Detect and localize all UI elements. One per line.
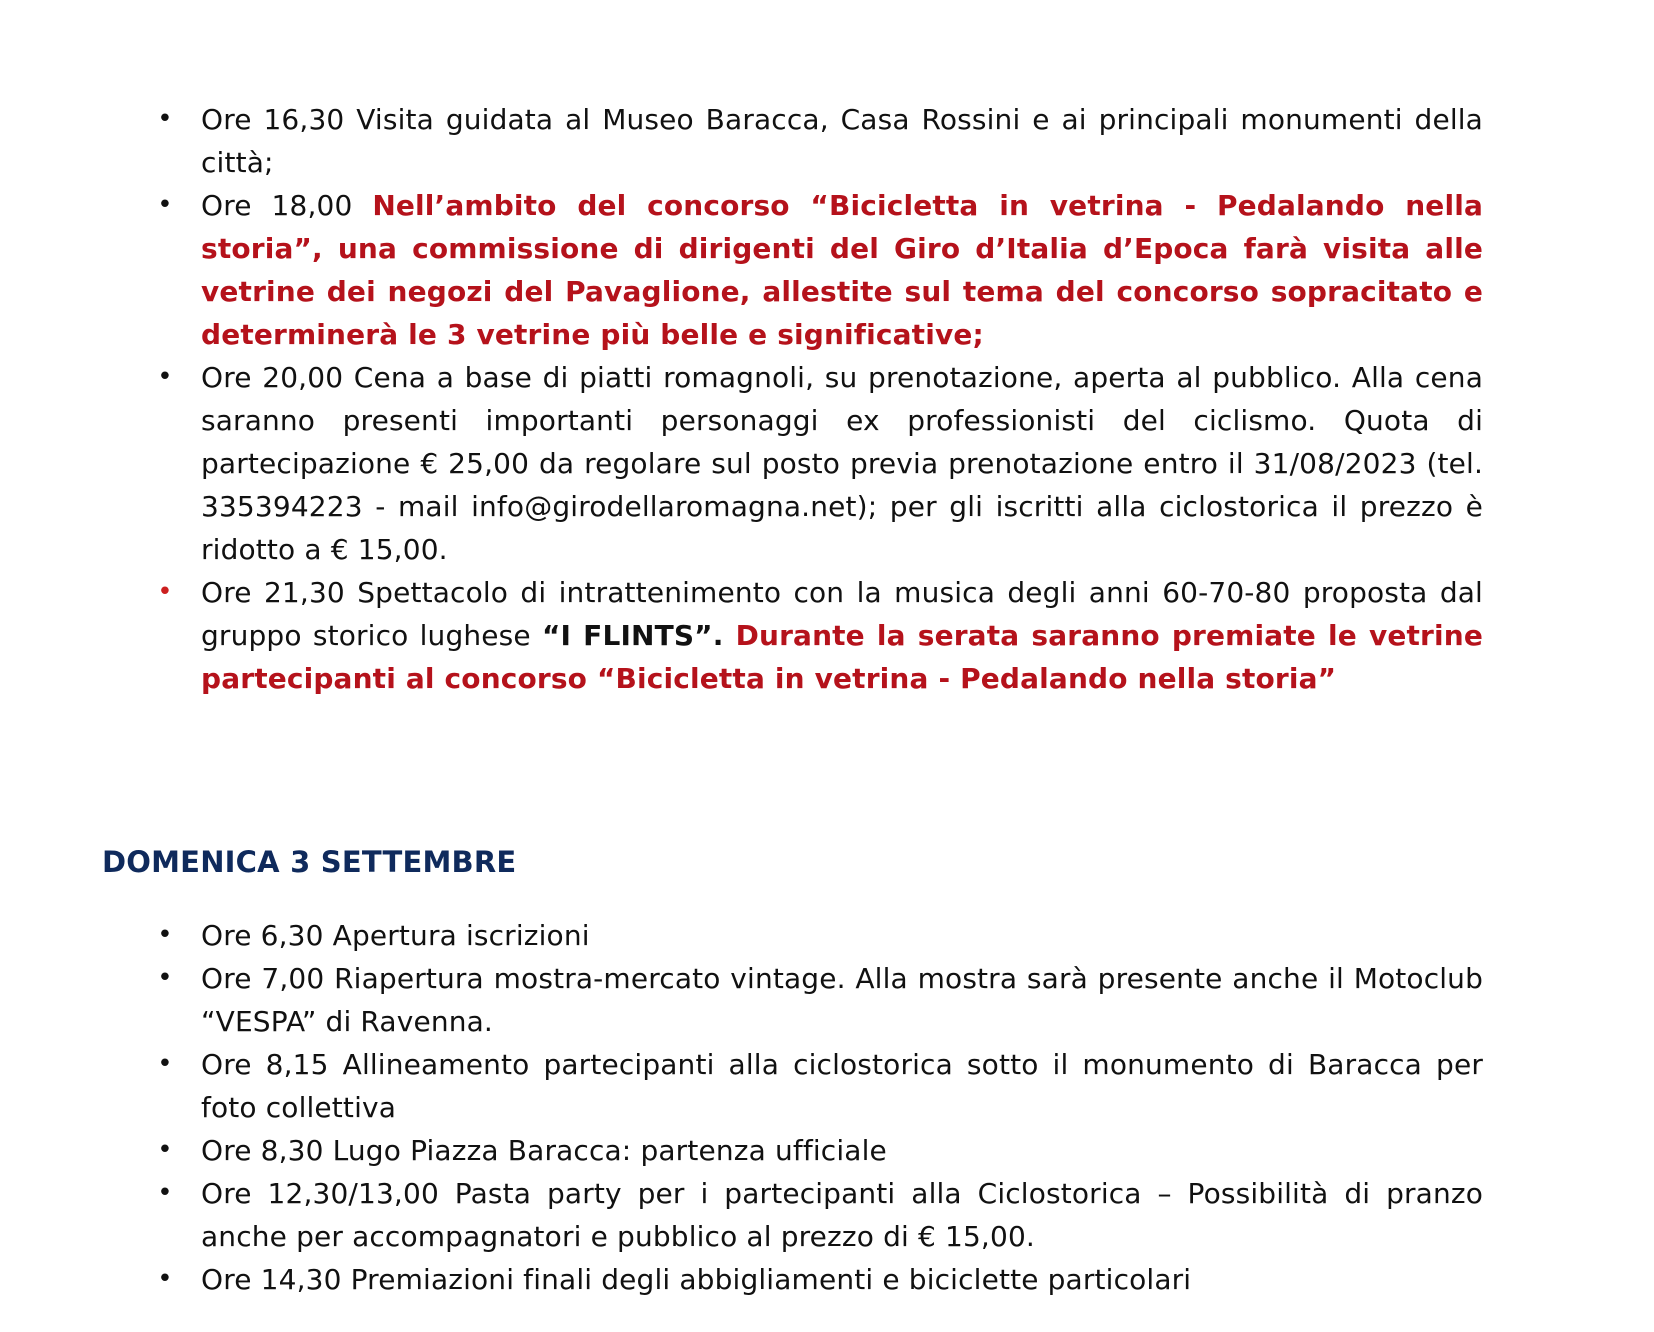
list-item-1800 [157,184,1483,356]
day-heading-sunday: DOMENICA 3 SETTEMBRE [102,845,517,879]
bullet-icon-red: • [157,577,173,607]
item-highlight-text: Nell’ambito del concorso “Bicicletta in vetrina - Pedalando nella storia”, una commissione di dirigenti del Giro d’Italia d’Epoca farà visita alle vetrine dei negozi del Pavaglione, allestite sul tema del concorso sopracitato e determinerà le 3 vetrine più belle e significative; [201,189,1483,351]
bullet-icon: • [157,1049,173,1079]
saturday-program-list [0,98,1654,700]
bullet-icon: • [157,190,173,220]
bullet-icon: • [157,963,173,993]
list-item-0815 [157,1043,1483,1129]
item-text: Ore 8,15 Allineamento partecipanti alla ciclostorica sotto il monumento di Baracca per foto collettiva [201,1048,1483,1124]
list-item-1430 [157,1258,1483,1301]
item-text: Ore 14,30 Premiazioni finali degli abbigliamenti e biciclette particolari [201,1263,1192,1296]
bullet-icon: • [157,920,173,950]
list-item-1230 [157,1172,1483,1258]
list-item-0630 [157,914,1483,957]
item-text: Ore 7,00 Riapertura mostra-mercato vintage. Alla mostra sarà presente anche il Motoclub “VESPA” di Ravenna. [201,962,1483,1038]
item-bold-band-name: “I FLINTS”. [541,619,724,652]
list-item-0830 [157,1129,1483,1172]
list-item-0700 [157,957,1483,1043]
item-lead-text: Ore 21,30 Spettacolo di intrattenimento con la musica degli anni 60-70-80 proposta dal gruppo storico lughese [201,576,1483,652]
item-lead-text: Ore 18,00 [201,189,373,222]
item-text: Ore 12,30/13,00 Pasta party per i partecipanti alla Ciclostorica – Possibilità di pranzo anche per accompagnatori e pubblico al prezzo di € 15,00. [201,1177,1483,1253]
bullet-icon: • [157,1264,173,1294]
sunday-program-list [0,914,1654,1301]
list-item-2000 [157,356,1483,571]
item-text: Ore 6,30 Apertura iscrizioni [201,919,590,952]
item-highlight-text: Durante la serata saranno premiate le vetrine partecipanti al concorso “Bicicletta in vetrina - Pedalando nella storia” [201,619,1483,695]
list-item-1630 [157,98,1483,184]
item-text: Ore 20,00 Cena a base di piatti romagnoli, su prenotazione, aperta al pubblico. Alla cena saranno presenti importanti personaggi ex professionisti del ciclismo. Quota di partecipazione € 25,00 da regolare sul posto previa prenotazione entro il 31/08/2023 (tel. 335394223 - mail info@girodellaromagna.net); per gli iscritti alla ciclostorica il prezzo è ridotto a € 15,00. [201,361,1483,566]
list-item-2130 [157,571,1483,700]
bullet-icon: • [157,1135,173,1165]
bullet-icon: • [157,362,173,392]
bullet-icon: • [157,104,173,134]
item-text: Ore 8,30 Lugo Piazza Baracca: partenza ufficiale [201,1134,887,1167]
bullet-icon: • [157,1178,173,1208]
item-text: Ore 16,30 Visita guidata al Museo Baracca, Casa Rossini e ai principali monumenti della città; [201,103,1483,179]
